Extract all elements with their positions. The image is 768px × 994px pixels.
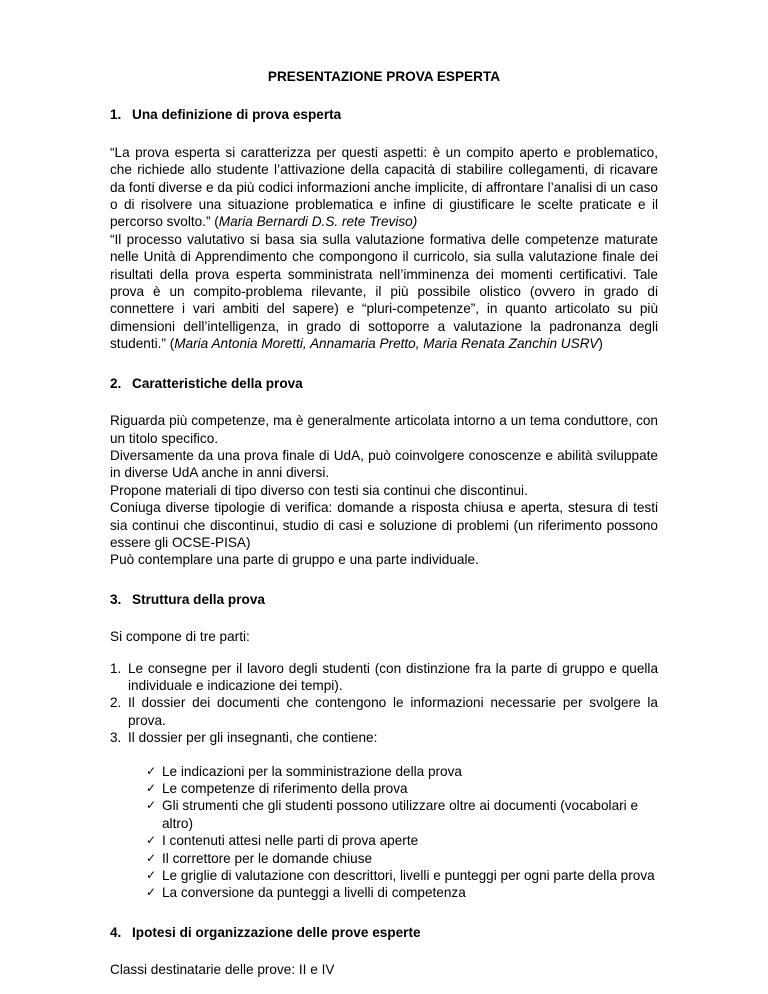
characteristic-line: Diversamente da una prova finale di UdA, può coinvolgere conoscenze e abilità sviluppate in diverse UdA anche in anni diversi. xyxy=(110,447,658,481)
characteristic-line: Propone materiali di tipo diverso con testi sia continui che discontinui. xyxy=(110,482,528,498)
section-2-heading xyxy=(110,375,658,392)
list-item-text: Le griglie di valutazione con descrittori, livelli e punteggi per ogni parte della prova xyxy=(162,868,655,884)
list-item xyxy=(146,832,658,849)
list-item-text: La conversione da punteggi a livelli di competenza xyxy=(162,885,466,901)
list-item xyxy=(146,867,658,884)
section-2-number: 2. xyxy=(110,375,122,391)
checkmark-icon: ✓ xyxy=(146,781,157,795)
section-3-title: Struttura della prova xyxy=(132,591,265,607)
characteristic-line: Riguarda più competenze, ma è generalmente articolata intorno a un tema conduttore, con un titolo specifico. xyxy=(110,413,658,446)
characteristic-line: Può contemplare una parte di gruppo e una parte individuale. xyxy=(110,552,479,568)
list-item xyxy=(110,694,658,729)
list-item-text: Le indicazioni per la somministrazione della prova xyxy=(162,763,462,779)
list-item xyxy=(146,884,658,901)
list-item xyxy=(146,850,658,867)
section-1-title: Una definizione di prova esperta xyxy=(132,107,342,123)
section-3-number: 3. xyxy=(110,591,122,607)
section-1-body xyxy=(110,144,658,353)
list-item-number: 2. xyxy=(110,695,122,711)
checkmark-icon: ✓ xyxy=(146,885,157,900)
list-item-text: Il correttore per le domande chiuse xyxy=(162,850,373,866)
list-item-text: Il dossier per gli insegnanti, che contiene: xyxy=(128,730,378,746)
list-item-number: 1. xyxy=(110,660,122,676)
document-title: PRESENTAZIONE PROVA ESPERTA xyxy=(267,69,501,84)
definition-2-text: “Il processo valutativo si basa sia sulla valutazione formativa delle competenze maturate nelle Unità di Apprendimento che compongono il curricolo, sia sulla valutazione finale dei risultati della prova esperta somministrata nell’imminenza dei momenti certificativi. Tale prova è un compito-problema rilevante, il più possibile olistico (ovvero in grado di connettere i vari ambiti del sapere) e “pluri-competenze”, in quanto articolato su più dimensioni dell’intelligenza, in grado di sottoporre a valutazione la padronanza degli studenti.” ( xyxy=(110,231,658,352)
list-item xyxy=(110,660,658,695)
list-item xyxy=(146,797,658,832)
definition-1-citation: Maria Bernardi D.S. rete Treviso) xyxy=(218,214,418,230)
definition-paragraph-1 xyxy=(110,144,658,231)
list-item-text: Le consegne per il lavoro degli studenti (con distinzione fra la parte di gruppo e quella individuale e indicazione dei tempi). xyxy=(128,660,658,693)
section-4-heading xyxy=(110,924,658,941)
checkmark-icon: ✓ xyxy=(146,798,157,813)
checkmark-icon: ✓ xyxy=(146,763,157,778)
list-item xyxy=(110,729,658,746)
section-4-number: 4. xyxy=(110,924,122,940)
structure-parts-list xyxy=(110,660,658,747)
list-item-text: Gli strumenti che gli studenti possono utilizzare oltre ai documenti (vocabolari e altro) xyxy=(162,798,639,831)
section-1-heading xyxy=(110,106,658,123)
teacher-dossier-checklist xyxy=(110,763,658,902)
section-1-number: 1. xyxy=(110,107,122,123)
target-classes: Classi destinatarie delle prove: II e IV xyxy=(110,962,335,978)
checkmark-icon: ✓ xyxy=(146,850,157,865)
list-item-text: Il dossier dei documenti che contengono le informazioni necessarie per svolgere la prova. xyxy=(128,695,658,728)
section-2-body xyxy=(110,412,658,569)
checkmark-icon: ✓ xyxy=(146,868,157,883)
list-item xyxy=(146,780,658,797)
definition-1-text: “La prova esperta si caratterizza per questi aspetti: è un compito aperto e problematico, che richiede allo studente l’attivazione della capacità di stabilire collegamenti, di ricavare da fonti diverse e da più codici informazioni anche implicite, di affrontare l’analisi di un caso o di risolvere una situazione problematica e infine di giustificare le scelte praticate e il percorso svolto.” ( xyxy=(110,144,658,230)
list-item-text: Le competenze di riferimento della prova xyxy=(162,781,408,796)
definition-paragraph-2 xyxy=(110,231,658,353)
definition-2-close: ) xyxy=(598,336,603,352)
structure-intro: Si compone di tre parti: xyxy=(110,629,250,645)
section-2-title: Caratteristiche della prova xyxy=(132,375,303,391)
checkmark-icon: ✓ xyxy=(146,833,157,848)
list-item-number: 3. xyxy=(110,730,122,746)
list-item-text: I contenuti attesi nelle parti di prova aperte xyxy=(162,833,419,849)
list-item xyxy=(146,763,658,780)
definition-2-citation: Maria Antonia Moretti, Annamaria Pretto, Maria Renata Zanchin USRV xyxy=(174,336,599,352)
section-3-heading xyxy=(110,591,658,608)
section-4-title: Ipotesi di organizzazione delle prove esperte xyxy=(132,924,421,940)
characteristic-line: Coniuga diverse tipologie di verifica: domande a risposta chiusa e aperta, stesura di testi sia continui che discontinui, studio di casi e soluzione di problemi (un riferimento possono essere gli OCSE-PISA) xyxy=(110,500,658,550)
